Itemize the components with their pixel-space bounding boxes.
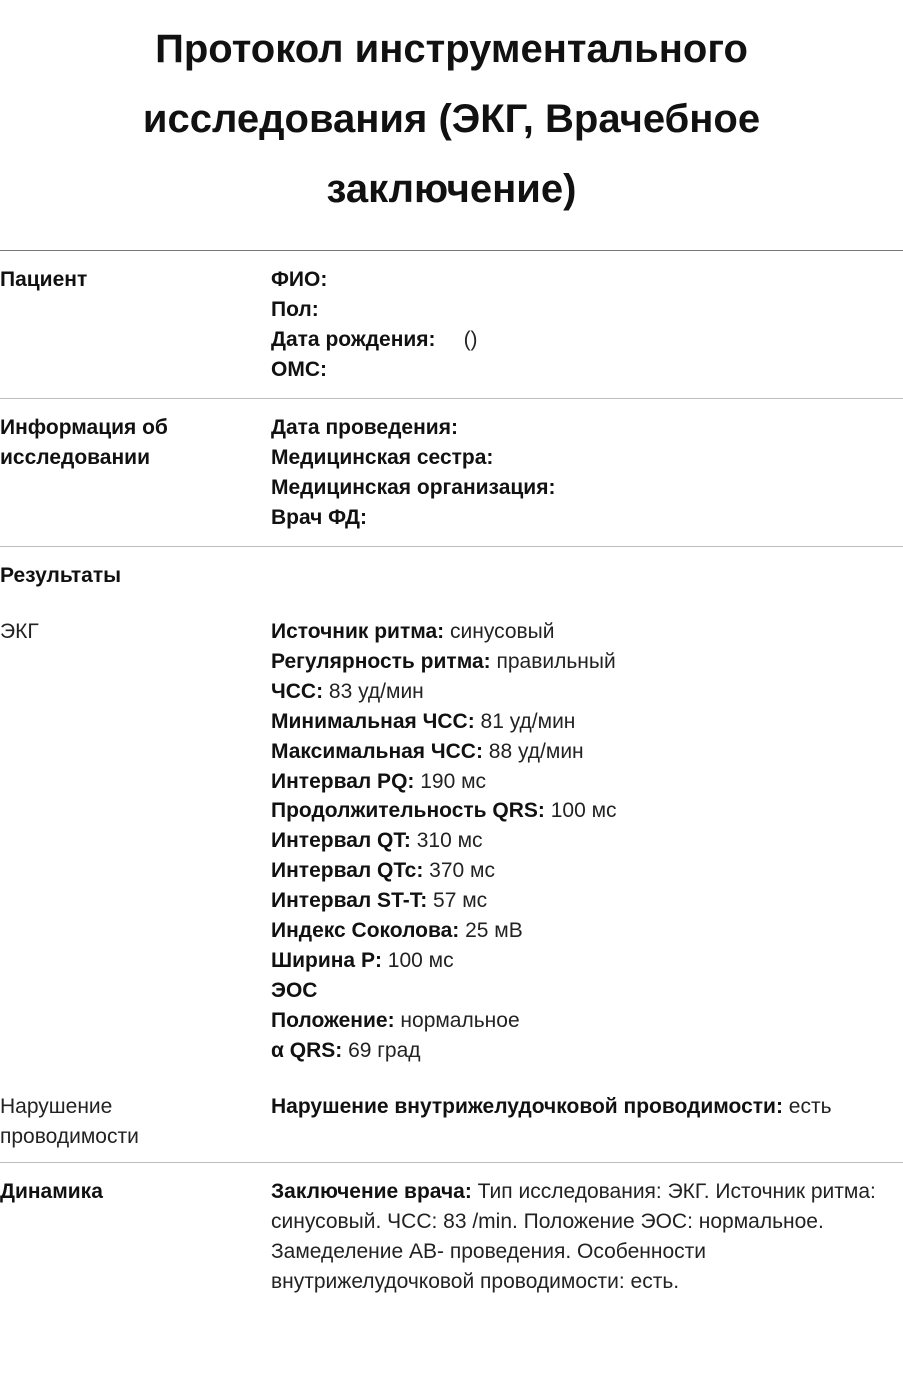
- ecg-item: α QRS: 69 град: [271, 1038, 421, 1062]
- section-label-study-info: Информация об исследовании: [0, 416, 168, 469]
- divider: [0, 398, 903, 399]
- patient-sex-label: Пол:: [271, 297, 319, 321]
- doctor-conclusion: [271, 1177, 897, 1297]
- ecg-label: ЭКГ: [0, 620, 39, 643]
- ecg-item: Максимальная ЧСС: 88 уд/мин: [271, 739, 584, 763]
- study-org-label: Медицинская организация:: [271, 475, 556, 499]
- conclusion-text: Тип исследования: ЭКГ. Источник ритма: синусовый. ЧСС: 83 /min. Положение ЭОС: нормальное. Замеделение АВ- проведения. Особенности внутрижелудочковой проводимости: есть.: [271, 1180, 876, 1293]
- ecg-item: Регулярность ритма: правильный: [271, 649, 616, 673]
- study-info-fields: [271, 413, 896, 533]
- study-doctor-label: Врач ФД:: [271, 505, 367, 529]
- study-nurse-label: Медицинская сестра:: [271, 445, 494, 469]
- ecg-item: ЭОС: [271, 978, 318, 1002]
- ecg-item: Положение: нормальное: [271, 1008, 520, 1032]
- conduction-item: [271, 1092, 896, 1122]
- ecg-item: Продолжительность QRS: 100 мс: [271, 799, 617, 823]
- conduction-item-label: Нарушение внутрижелудочковой проводимости:: [271, 1095, 783, 1118]
- section-label-dynamics: Динамика: [0, 1180, 103, 1203]
- divider: [0, 250, 903, 251]
- section-label-results: Результаты: [0, 564, 122, 587]
- patient-dob-value: (): [463, 327, 478, 351]
- conduction-label: Нарушение проводимости: [0, 1095, 139, 1148]
- divider: [0, 546, 903, 547]
- patient-oms-label: ОМС:: [271, 357, 327, 381]
- ecg-items: [271, 617, 896, 1066]
- conduction-item-value: есть: [782, 1095, 832, 1118]
- patient-fio-label: ФИО:: [271, 268, 328, 291]
- ecg-item: Источник ритма: синусовый: [271, 620, 555, 643]
- patient-dob-label: Дата рождения:: [271, 327, 436, 351]
- section-label-patient: Пациент: [0, 268, 88, 291]
- ecg-item: Интервал QT: 310 мс: [271, 829, 483, 853]
- ecg-item: Индекс Соколова: 25 мВ: [271, 919, 523, 943]
- ecg-item: ЧСС: 83 уд/мин: [271, 679, 424, 703]
- conclusion-label: Заключение врача:: [271, 1180, 472, 1203]
- ecg-item: Интервал PQ: 190 мс: [271, 769, 487, 793]
- divider: [0, 1162, 903, 1163]
- ecg-item: Минимальная ЧСС: 81 уд/мин: [271, 709, 576, 733]
- ecg-item: Интервал QTc: 370 мс: [271, 859, 495, 883]
- page-title: Протокол инструментального исследования (ЭКГ, Врачебное заключение): [142, 27, 761, 211]
- ecg-item: Ширина P: 100 мс: [271, 948, 454, 972]
- ecg-item: Интервал ST-T: 57 мс: [271, 889, 488, 913]
- patient-fields: [271, 265, 896, 385]
- study-date-label: Дата проведения:: [271, 416, 458, 439]
